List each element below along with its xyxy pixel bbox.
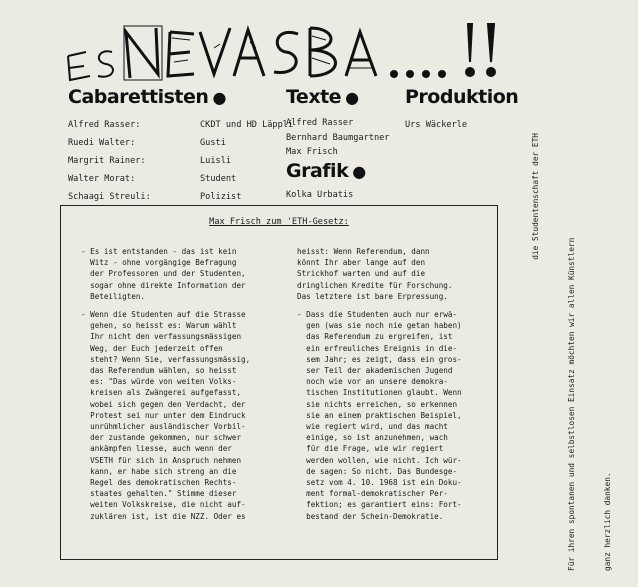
cast-name: Margrit Rainer: xyxy=(68,156,146,166)
cast-name: Alfred Rasser: xyxy=(68,120,141,130)
heading-cabarettisten: Cabarettisten ● xyxy=(68,86,226,108)
cast-name: Ruedi Walter: xyxy=(68,138,136,148)
produktion-name: Urs Wäckerle xyxy=(405,120,468,130)
texte-author: Alfred Rasser xyxy=(286,118,354,128)
cast-role: Luisli xyxy=(200,156,232,166)
cast-name: Schaagi Streuli: xyxy=(68,192,151,202)
grafik-name: Kolka Urbatis xyxy=(286,190,354,200)
heading-texte: Texte ● xyxy=(286,86,359,108)
article-box xyxy=(60,205,498,560)
article-paragraph: - Es ist entstanden - das ist kein Witz - ohne vorgängige Befragung der Professoren und der Studenten, sogar ohne direkte Information der Beteiligten. xyxy=(81,247,246,301)
texte-list xyxy=(286,116,389,160)
article-title: Max Frisch zum 'ETH-Gesetz: xyxy=(209,217,349,227)
thanks-line: die Studentenschaft der ETH xyxy=(531,133,540,260)
article-paragraph: - Wenn die Studenten auf die Strasse gehen, so heisst es: Warum wählt Ihr nicht den verfassungsmässigen Weg, der Euch jederzeit offen steht? Wenn Sie, verfassungsmässig, das Referendum wählen, so heisst es: "Das würde von weiten Volks- kreisen als Zwängerei aufgefasst, wobei sich gegen den Verdacht, der Protest sei nur unter dem Eindruck unrühmlicher ausländischer Vorbil- der zustande gekommen, nur schwer ankämpfen liesse, auch wenn der VSETH für sich in Anspruch nehmen kann, er habe sich streng an die Regel des demokratischen Rechts- staates gehalten." Stimme dieser weiten Volkskreise, die nicht auf- zuklären ist, ist die NZZ. Oder es xyxy=(81,310,251,521)
article-paragraph: - Dass die Studenten auch nur erwä- gen (was sie noch nie getan haben) das Referendum zu ergreifen, ist ein erfreuliches Ereignis in die- sem Jahr; es zeigt, dass ein gros- ser Teil der akademischen Jugend noch wie vor an unsere demokra- tischen Institutionen glaubt. Wenn sie nichts erreichen, so erkennen sie an einem praktischen Beispiel, wie regiert wird, und das macht einige, so ist anzunehmen, wach für die Frage, wie wir regiert werden wollen, wie nicht. Ich wür- de sagen: So nicht. Das Bundesge- setz vom 4. 10. 1968 ist ein Doku- ment formal-demokratischer Per- fektion; es garantiert eins: Fort- bestand der Schein-Demokratie. xyxy=(297,310,462,521)
grafik-list xyxy=(286,186,353,204)
article-paragraph: heisst: Wenn Referendum, dann könnt Ihr aber lange auf den Strickhof warten und auf die dringlichen Kredite für Forschung. Das letztere ist bare Erpressung. xyxy=(297,247,453,301)
cast-roles xyxy=(200,116,293,206)
texte-author: Bernhard Baumgartner xyxy=(286,132,390,143)
thanks-line: Für ihren spontanen und selbstlosen Einsatz möchten wir allen Künstlern xyxy=(567,237,576,571)
heading-bullet: ● xyxy=(352,162,366,181)
thanks-note xyxy=(506,128,612,571)
title-logo xyxy=(60,18,515,82)
cast-name: Walter Morat: xyxy=(68,174,136,184)
heading-produktion: Produktion xyxy=(405,86,519,108)
thanks-line: ganz herzlich danken. xyxy=(603,472,612,571)
texte-author: Max Frisch xyxy=(286,147,338,157)
produktion-list xyxy=(405,116,467,134)
cast-role: Student xyxy=(200,174,237,184)
cast-role: CKDT und HD Läppli xyxy=(200,120,294,130)
heading-bullet: ● xyxy=(212,88,226,107)
cast-role: Polizist xyxy=(200,192,242,202)
cast-role: Gusti xyxy=(200,138,226,148)
heading-bullet: ● xyxy=(345,88,359,107)
heading-grafik: Grafik ● xyxy=(286,160,366,182)
cast-names xyxy=(68,116,151,206)
